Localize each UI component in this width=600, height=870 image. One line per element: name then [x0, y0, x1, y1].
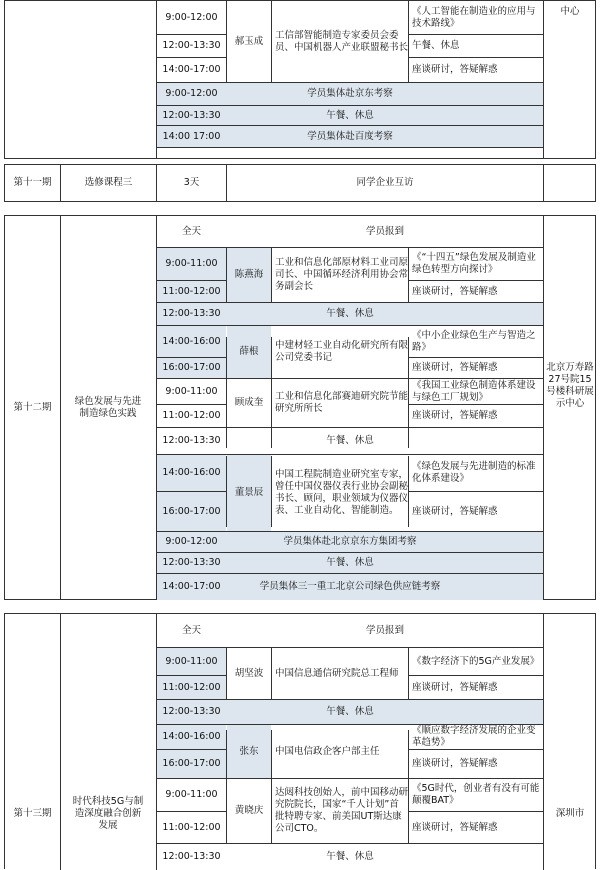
speaker-title: 中建材轻工业自动化研究所有限公司党委书记	[275, 340, 408, 363]
speaker-title: 中国信息通信研究院总工程师	[275, 667, 399, 679]
topic-cell: 午餐、休息	[412, 40, 460, 51]
speaker-title: 中国工程院制造业研究室专家，曾任中国仪器仪表行业协会副秘书长、顾问，职业领域为仪器仪表、工业自动化、智能制造。	[275, 469, 408, 516]
speaker-title: 达闼科技创始人，前中国移动研究院院长，国家“千人计划”首批特聘专家、前美国UT斯达康公司CTO。	[275, 787, 408, 834]
course-name: 选修课程三	[84, 177, 133, 188]
speaker-title: 工业和信息化部原材料工业司原司长、中国循环经济利用协会常务副会长	[275, 257, 408, 292]
speaker-title: 工信部智能制造专家委员会委员、中国机器人产业联盟秘书长	[275, 29, 408, 53]
period-12-block	[4, 215, 596, 600]
time-cell: 12:00-13:30	[162, 435, 221, 446]
time-cell: 12:00-13:30	[157, 553, 226, 573]
time-cell: 16:00-17:00	[157, 750, 226, 778]
topic-cell: 《绿色发展与先进制造的标准化体系建设》	[412, 461, 536, 484]
time-cell: 14:00-16:00	[157, 725, 226, 749]
registration-row: 学员报到	[365, 225, 404, 237]
speaker-title: 工业和信息化部赛迪研究院节能研究所所长	[275, 391, 408, 414]
topic-cell: 《中小企业绿色生产与智造之路》	[412, 329, 536, 353]
topic-cell: 《数字经济下的5G产业发展》	[412, 655, 540, 667]
lunch-row: 午餐、休息	[157, 700, 543, 724]
time-cell: 11:00-12:00	[162, 821, 221, 833]
speaker-name: 陈燕海	[227, 248, 271, 302]
visit-row: 学员集体三一重工北京公司绿色供应链考察	[157, 574, 543, 600]
speaker-name: 胡坚波	[234, 667, 264, 679]
topic-cell: 座谈研讨，答疑解惑	[412, 681, 498, 693]
lunch-row: 午餐、休息	[157, 106, 543, 125]
time-cell: 11:00-12:00	[157, 676, 226, 699]
time-cell: 9:00-11:00	[165, 385, 218, 397]
speaker-name: 张东	[227, 725, 271, 778]
visit-row: 学员集体赴京东考察	[157, 83, 543, 105]
period-11-row	[4, 164, 596, 202]
time-cell: 14:00-16:00	[157, 326, 226, 357]
location-cell: 北京万寿路27号院15号楼科研展示中心	[546, 362, 594, 409]
speaker-name: 薛根	[227, 326, 271, 378]
lunch-row: 午餐、休息	[326, 435, 374, 446]
topic-cell: 《“十四五”绿色发展及制造业绿色转型方向探讨》	[412, 252, 536, 275]
visit-row: 学员集体赴北京京东方集团考察	[157, 532, 543, 552]
lunch-row: 午餐、休息	[157, 303, 543, 325]
time-cell: 14:00-16:00	[157, 455, 226, 491]
time-cell: 全天	[181, 225, 201, 237]
time-cell: 9:00-12:00	[157, 83, 226, 105]
time-cell: 12:00-13:30	[157, 106, 226, 125]
period-label: 第十二期	[13, 402, 52, 413]
period-label: 第十三期	[13, 808, 52, 819]
topic-cell: 《顺应数字经济发展的企业变革趋势》	[412, 725, 536, 748]
registration-row: 学员报到	[365, 624, 404, 636]
course-content: 同学企业互访	[356, 177, 414, 188]
period-13-block	[4, 613, 596, 869]
time-cell: 12:00-13:30	[162, 40, 221, 51]
topic-cell: 座谈研讨，答疑解惑	[412, 758, 498, 769]
topic-cell: 座谈研讨，答疑解惑	[412, 285, 498, 297]
course-name: 时代科技5G与制造深度融合创新发展	[72, 796, 144, 831]
time-cell: 12:00-13:30	[157, 700, 226, 724]
time-cell: 9:00-11:00	[157, 648, 226, 675]
time-cell: 16:00-17:00	[157, 358, 226, 378]
topic-cell: 《我国工业绿色制造体系建设与绿色工厂规划》	[412, 379, 536, 403]
time-cell: 14:00 17:00	[157, 126, 226, 147]
time-cell: 9:00-11:00	[165, 789, 218, 800]
speaker-name: 黄晓庆	[234, 805, 264, 816]
time-cell: 12:00-13:30	[157, 303, 226, 325]
time-cell: 14:00-17:00	[162, 64, 221, 75]
time-cell: 11:00-12:00	[162, 410, 221, 421]
lunch-row: 午餐、休息	[157, 553, 543, 573]
lunch-row: 午餐、休息	[326, 851, 374, 862]
time-cell: 9:00-12:00	[165, 11, 218, 23]
speaker-name: 郝玉成	[234, 35, 264, 47]
time-cell: 全天	[181, 624, 201, 636]
topic-cell: 座谈研讨，答疑解惑	[412, 362, 498, 373]
topic-cell: 座谈研讨，答疑解惑	[412, 64, 498, 75]
time-cell: 12:00-13:30	[162, 851, 221, 862]
schedule-block-continued	[4, 0, 596, 159]
course-name: 绿色发展与先进制造绿色实践	[74, 396, 142, 419]
period-label: 第十一期	[13, 177, 52, 188]
speaker-name: 顾成奎	[234, 397, 264, 408]
topic-cell: 座谈研讨，答疑解惑	[412, 410, 498, 421]
time-cell: 11:00-12:00	[157, 281, 226, 302]
topic-cell: 座谈研讨，答疑解惑	[412, 821, 498, 833]
course-days: 3天	[183, 177, 200, 188]
topic-cell: 《人工智能在制造业的应用与技术路线》	[412, 5, 536, 29]
topic-cell: 座谈研讨，答疑解惑	[412, 505, 498, 517]
speaker-name: 董景辰	[227, 455, 271, 531]
time-cell: 9:00-12:00	[157, 532, 226, 552]
time-cell: 16:00-17:00	[157, 492, 226, 531]
topic-cell: 《5G时代，创业者有没有可能颠覆BAT》	[412, 783, 540, 806]
time-cell: 14:00-17:00	[157, 574, 226, 600]
location-cell: 深圳市	[555, 808, 585, 819]
location-cell: 中心	[560, 6, 580, 17]
speaker-title: 中国电信政企客户部主任	[275, 745, 380, 757]
visit-row: 学员集体赴百度考察	[157, 126, 543, 147]
time-cell: 9:00-11:00	[157, 248, 226, 280]
